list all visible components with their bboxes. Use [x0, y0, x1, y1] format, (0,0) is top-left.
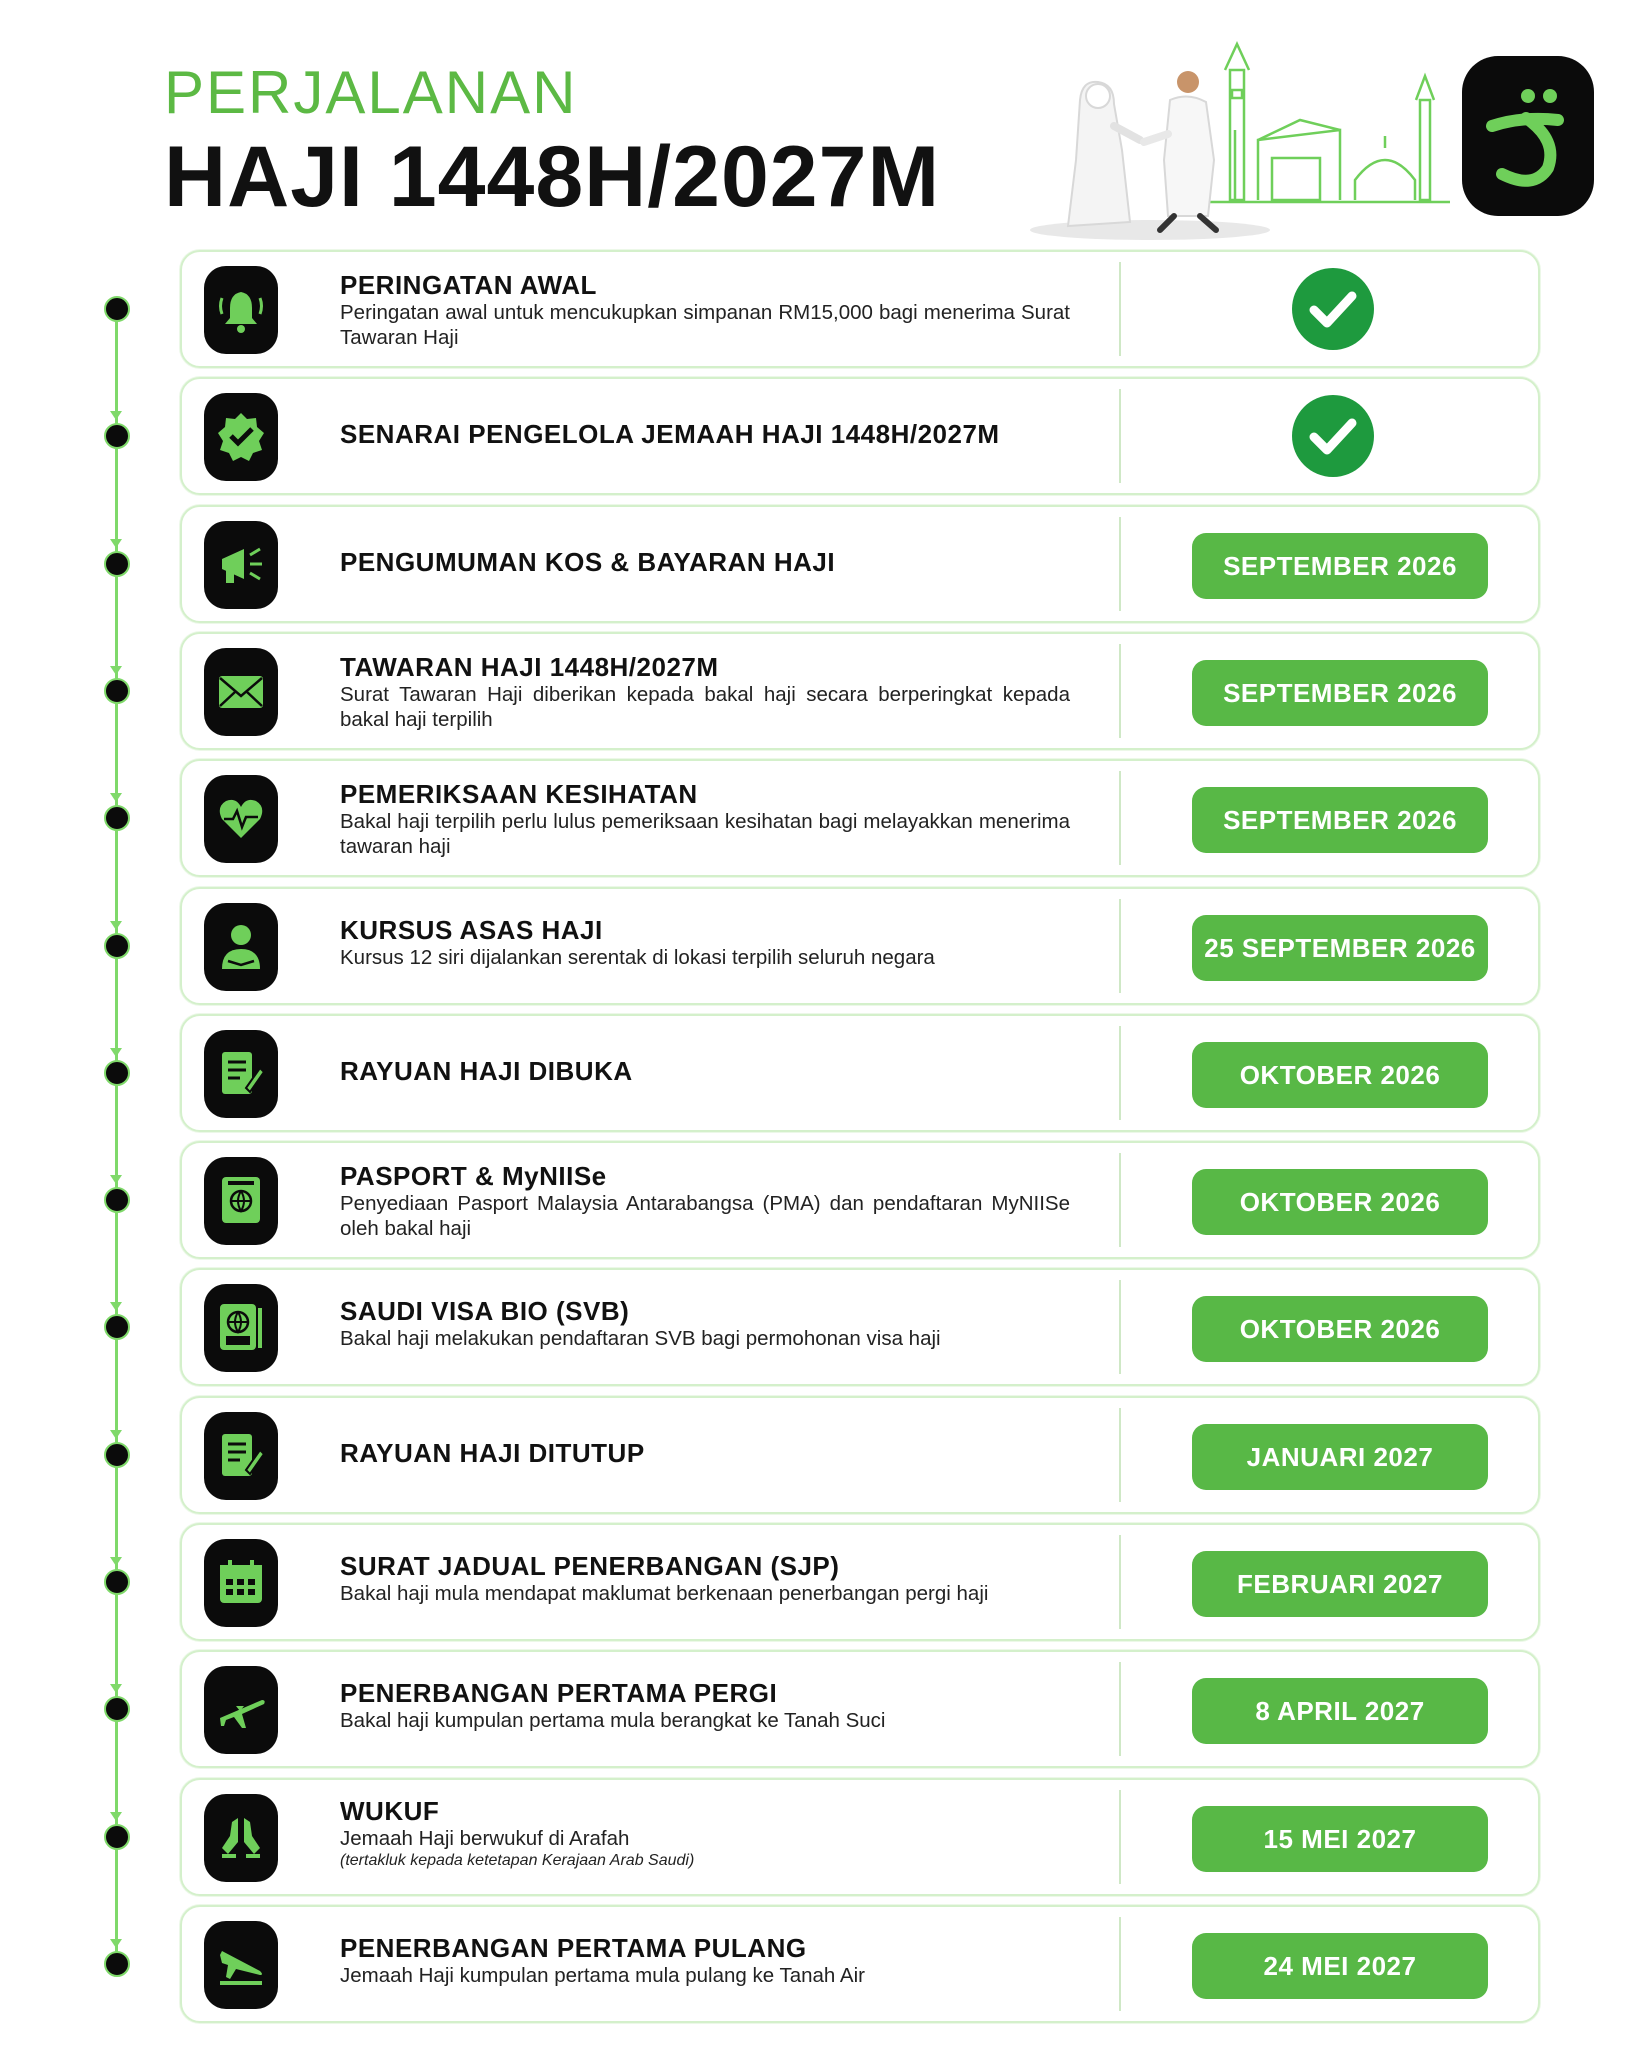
step-date-badge: OKTOBER 2026 — [1192, 1169, 1488, 1235]
passport-icon — [216, 1175, 266, 1225]
bell-icon — [216, 284, 266, 334]
step-divider — [1119, 1662, 1121, 1756]
step-title: PENERBANGAN PERTAMA PERGI — [340, 1678, 778, 1708]
step-icon-box — [204, 1666, 278, 1754]
timeline-arrow — [110, 1684, 122, 1693]
step-description: Penyediaan Pasport Malaysia Antarabangsa (PMA) dan pendaftaran MyNIISe oleh bakal haji — [340, 1192, 1070, 1240]
timeline-dot — [104, 423, 130, 449]
megaphone-icon — [216, 539, 266, 589]
timeline-step — [180, 759, 1540, 877]
timeline-step — [180, 1014, 1540, 1132]
step-divider — [1119, 1026, 1121, 1120]
completed-check-icon — [1292, 268, 1374, 350]
step-text — [340, 889, 1240, 1003]
student-icon — [216, 921, 266, 971]
timeline-dot — [104, 1442, 130, 1468]
step-text — [340, 1143, 1240, 1257]
timeline-arrow — [110, 1557, 122, 1566]
step-description: Kursus 12 siri dijalankan serentak di lokasi terpilih seluruh negara — [340, 946, 935, 969]
step-title: RAYUAN HAJI DITUTUP — [340, 1438, 645, 1468]
step-divider — [1119, 389, 1121, 483]
step-title: WUKUF — [340, 1796, 440, 1826]
step-icon-box — [204, 1030, 278, 1118]
timeline-step — [180, 1905, 1540, 2023]
step-date-badge: 8 APRIL 2027 — [1192, 1678, 1488, 1744]
haji-logo-icon — [1462, 56, 1594, 216]
timeline-arrow — [110, 539, 122, 548]
timeline-dot — [104, 933, 130, 959]
timeline-arrow — [110, 666, 122, 675]
plane-takeoff-icon — [216, 1684, 266, 1734]
logo — [1462, 56, 1594, 216]
timeline-arrow — [110, 1939, 122, 1948]
step-date-badge: SEPTEMBER 2026 — [1192, 787, 1488, 853]
step-date-badge: SEPTEMBER 2026 — [1192, 660, 1488, 726]
step-title: TAWARAN HAJI 1448H/2027M — [340, 652, 719, 682]
step-divider — [1119, 1153, 1121, 1247]
header — [0, 0, 1639, 250]
timeline-step — [180, 250, 1540, 368]
timeline-step — [180, 1778, 1540, 1896]
timeline-step — [180, 887, 1540, 1005]
page-subtitle: PERJALANAN — [164, 59, 578, 126]
step-title: RAYUAN HAJI DIBUKA — [340, 1056, 633, 1086]
document-edit-icon — [216, 1048, 266, 1098]
calendar-icon — [216, 1557, 266, 1607]
step-date-badge: 24 MEI 2027 — [1192, 1933, 1488, 1999]
step-title: PERINGATAN AWAL — [340, 270, 597, 300]
timeline-step — [180, 1523, 1540, 1641]
timeline-dot — [104, 1314, 130, 1340]
timeline-dot — [104, 1060, 130, 1086]
step-text — [340, 507, 1240, 621]
step-description: Jemaah Haji berwukuf di Arafah — [340, 1827, 630, 1850]
step-note: (tertakluk kepada ketetapan Kerajaan Arab Saudi) — [340, 1852, 695, 1869]
timeline-arrow — [110, 1048, 122, 1057]
step-icon-box — [204, 1412, 278, 1500]
timeline-arrow — [110, 921, 122, 930]
step-divider — [1119, 1917, 1121, 2011]
step-date-badge: 15 MEI 2027 — [1192, 1806, 1488, 1872]
timeline-arrow — [110, 1175, 122, 1184]
step-text — [340, 1270, 1240, 1384]
step-icon-box — [204, 775, 278, 863]
timeline-step — [180, 1650, 1540, 1768]
step-text — [340, 761, 1240, 875]
timeline-dot — [104, 678, 130, 704]
step-divider — [1119, 644, 1121, 738]
step-divider — [1119, 1790, 1121, 1884]
step-description: Bakal haji mula mendapat maklumat berkenaan penerbangan pergi haji — [340, 1582, 989, 1605]
timeline-arrow — [110, 793, 122, 802]
step-date-badge: 25 SEPTEMBER 2026 — [1192, 915, 1488, 981]
heart-pulse-icon — [216, 793, 266, 843]
step-title: PENGUMUMAN KOS & BAYARAN HAJI — [340, 547, 836, 577]
timeline-dot — [104, 1951, 130, 1977]
timeline-arrow — [110, 1302, 122, 1311]
timeline-step — [180, 632, 1540, 750]
step-text — [340, 1525, 1240, 1639]
step-divider — [1119, 1408, 1121, 1502]
timeline-step — [180, 1396, 1540, 1514]
pilgrims-illustration — [1010, 30, 1450, 250]
step-text — [340, 252, 1240, 366]
document-edit-icon — [216, 1430, 266, 1480]
step-divider — [1119, 1280, 1121, 1374]
timeline-step — [180, 377, 1540, 495]
step-date-badge: OKTOBER 2026 — [1192, 1042, 1488, 1108]
timeline-dot — [104, 1824, 130, 1850]
step-date-badge: JANUARI 2027 — [1192, 1424, 1488, 1490]
step-icon-box — [204, 521, 278, 609]
step-description: Surat Tawaran Haji diberikan kepada bakal haji secara berperingkat kepada bakal haji terpilih — [340, 683, 1070, 731]
step-icon-box — [204, 1794, 278, 1882]
praying-hands-icon — [216, 1812, 266, 1862]
timeline-arrow — [110, 1812, 122, 1821]
step-date-badge: FEBRUARI 2027 — [1192, 1551, 1488, 1617]
step-icon-box — [204, 393, 278, 481]
step-date-badge: OKTOBER 2026 — [1192, 1296, 1488, 1362]
page-title: HAJI 1448H/2027M — [164, 129, 941, 225]
step-title: SURAT JADUAL PENERBANGAN (SJP) — [340, 1551, 840, 1581]
step-description: Bakal haji kumpulan pertama mula berangkat ke Tanah Suci — [340, 1709, 886, 1732]
step-text — [340, 1907, 1240, 2021]
envelope-icon — [216, 666, 266, 716]
step-description: Bakal haji melakukan pendaftaran SVB bagi permohonan visa haji — [340, 1327, 941, 1350]
step-description: Jemaah Haji kumpulan pertama mula pulang ke Tanah Air — [340, 1964, 865, 1987]
verified-badge-icon — [216, 411, 266, 461]
step-divider — [1119, 771, 1121, 865]
timeline-dot — [104, 1569, 130, 1595]
step-divider — [1119, 899, 1121, 993]
plane-landing-icon — [216, 1939, 266, 1989]
timeline-step — [180, 1268, 1540, 1386]
timeline-step — [180, 505, 1540, 623]
step-divider — [1119, 517, 1121, 611]
step-text — [340, 1398, 1240, 1512]
visa-icon — [216, 1302, 266, 1352]
step-text — [340, 634, 1240, 748]
step-icon-box — [204, 1539, 278, 1627]
timeline-dot — [104, 805, 130, 831]
step-text — [340, 1016, 1240, 1130]
step-title: PEMERIKSAAN KESIHATAN — [340, 779, 698, 809]
timeline-step — [180, 1141, 1540, 1259]
step-text — [340, 379, 1240, 493]
timeline-dot — [104, 296, 130, 322]
step-title: KURSUS ASAS HAJI — [340, 915, 603, 945]
step-text — [340, 1780, 1240, 1894]
step-icon-box — [204, 1157, 278, 1245]
step-title: PENERBANGAN PERTAMA PULANG — [340, 1933, 807, 1963]
step-description: Bakal haji terpilih perlu lulus pemeriksaan kesihatan bagi melayakkan menerima tawaran haji — [340, 810, 1070, 858]
step-text — [340, 1652, 1240, 1766]
step-icon-box — [204, 1284, 278, 1372]
step-icon-box — [204, 266, 278, 354]
timeline-dot — [104, 1187, 130, 1213]
step-description: Peringatan awal untuk mencukupkan simpanan RM15,000 bagi menerima Surat Tawaran Haji — [340, 301, 1070, 349]
completed-check-icon — [1292, 395, 1374, 477]
step-title: SAUDI VISA BIO (SVB) — [340, 1296, 630, 1326]
step-divider — [1119, 1535, 1121, 1629]
step-date-badge: SEPTEMBER 2026 — [1192, 533, 1488, 599]
step-icon-box — [204, 1921, 278, 2009]
timeline-arrow — [110, 1430, 122, 1439]
timeline-dot — [104, 551, 130, 577]
step-icon-box — [204, 903, 278, 991]
step-title: PASPORT & MyNIISe — [340, 1161, 607, 1191]
step-divider — [1119, 262, 1121, 356]
step-icon-box — [204, 648, 278, 736]
timeline-dot — [104, 1696, 130, 1722]
timeline-arrow — [110, 411, 122, 420]
step-title: SENARAI PENGELOLA JEMAAH HAJI 1448H/2027M — [340, 419, 1000, 449]
